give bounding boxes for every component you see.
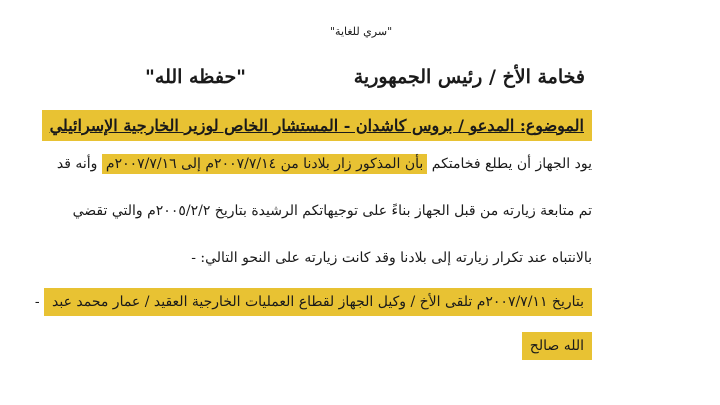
body-line-1-text: يود الجهاز أن يطلع فخامتكم	[431, 156, 592, 172]
body-line-1-highlight: بأن المذكور زار بلادنا من ٢٠٠٧/٧/١٤م إلى ٢٠٠٧/٧/١٦م	[102, 154, 427, 174]
body-line-1	[57, 156, 592, 172]
body-line-2: تم متابعة زيارته من قبل الجهاز بناءً على توجيهاتكم الرشيدة بتاريخ ٢٠٠٥/٢/٢م والتي تقضي	[72, 203, 592, 219]
list-item-continuation	[522, 332, 592, 360]
list-item-highlight: بتاريخ ٢٠٠٧/٧/١١م تلقى الأخ / وكيل الجهاز لقطاع العمليات الخارجية العقيد / عمار محمد عبد	[44, 288, 592, 316]
list-item	[25, 288, 592, 316]
list-bullet: -	[34, 294, 40, 310]
addressee-line: فخامة الأخ / رئيس الجمهورية	[353, 66, 585, 88]
list-item-continuation-highlight: الله صالح	[522, 332, 592, 360]
body-line-1-tail: وأنه قد	[56, 156, 98, 172]
body-line-3: بالانتباه عند تكرار زيارته إلى بلادنا وقد كانت زيارته على النحو التالي: -	[191, 250, 592, 266]
subject-line: الموضوع: المدعو / بروس كاشدان - المستشار الخاص لوزير الخارجية الإسرائيلي	[42, 110, 592, 141]
classification-label: "سري للغاية"	[330, 25, 393, 38]
honorific-line: "حفظه الله"	[145, 66, 247, 88]
